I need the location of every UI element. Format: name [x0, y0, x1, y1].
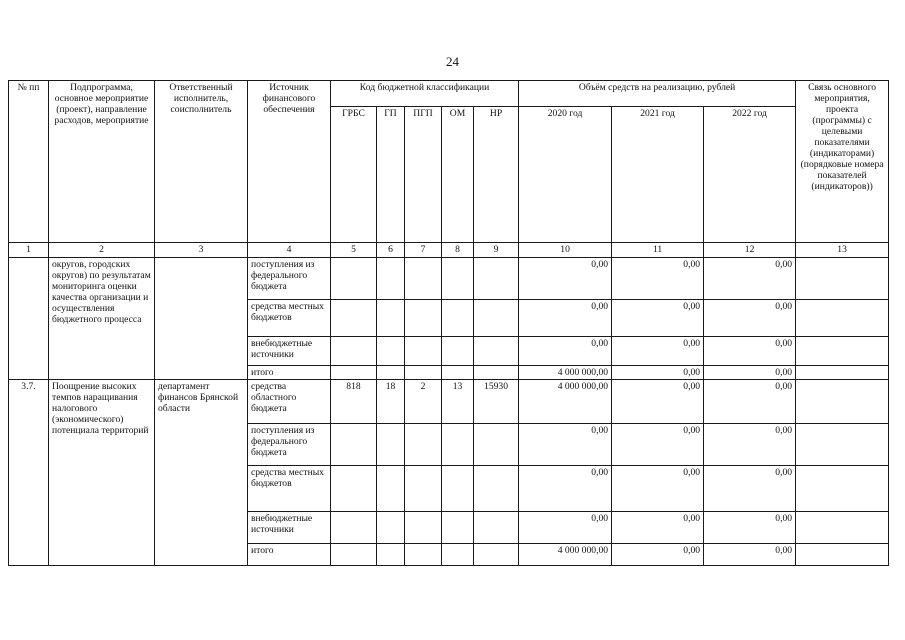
code-gp: 18: [377, 380, 405, 424]
source-label: средства местных бюджетов: [248, 300, 331, 337]
code-pgp: 2: [405, 380, 442, 424]
source-label: итого: [248, 544, 331, 566]
source-label: поступления из федерального бюджета: [248, 424, 331, 466]
responsible-cell: департамент финансов Брянской области: [155, 380, 248, 566]
value-2020: 0,00: [519, 512, 612, 544]
value-2020: 0,00: [519, 466, 612, 512]
column-number: 3: [155, 243, 248, 258]
column-number: 8: [442, 243, 474, 258]
value-2022: 0,00: [704, 512, 796, 544]
header-program: Подпрограмма, основное мероприятие (проект), направление расходов, мероприятие: [49, 81, 155, 243]
source-label: средства областного бюджета: [248, 380, 331, 424]
budget-table: [8, 80, 889, 566]
value-2022: 0,00: [704, 380, 796, 424]
value-2021: 0,00: [612, 466, 704, 512]
header-no: № пп: [9, 81, 49, 243]
value-2022: 0,00: [704, 258, 796, 300]
column-number: 11: [612, 243, 704, 258]
value-2021: 0,00: [612, 380, 704, 424]
value-2020: 4 000 000,00: [519, 544, 612, 566]
value-2022: 0,00: [704, 337, 796, 366]
column-number: 2: [49, 243, 155, 258]
source-label: внебюджетные источники: [248, 337, 331, 366]
value-2020: 4 000 000,00: [519, 366, 612, 380]
value-2022: 0,00: [704, 466, 796, 512]
header-year-2022: 2022 год: [704, 107, 796, 243]
value-2022: 0,00: [704, 366, 796, 380]
program-text: округов, городских округов) по результатам мониторинга оценки качества организации и осуществления бюджетного процесса: [49, 258, 155, 380]
header-gp: ГП: [377, 107, 405, 243]
value-2021: 0,00: [612, 258, 704, 300]
value-2022: 0,00: [704, 300, 796, 337]
column-number: 9: [474, 243, 519, 258]
source-label: итого: [248, 366, 331, 380]
header-volume: Объём средств на реализацию, рублей: [519, 81, 796, 107]
row-number-cell: [9, 258, 49, 380]
column-number: 4: [248, 243, 331, 258]
value-2021: 0,00: [612, 366, 704, 380]
column-number: 5: [331, 243, 377, 258]
value-2020: 0,00: [519, 300, 612, 337]
page-number: 24: [446, 54, 459, 69]
responsible-cell: [155, 258, 248, 380]
value-2020: 4 000 000,00: [519, 380, 612, 424]
value-2022: 0,00: [704, 544, 796, 566]
value-2021: 0,00: [612, 544, 704, 566]
table-row: [9, 258, 889, 300]
program-text: Поощрение высоких темпов наращивания налогового (экономического) потенциала территорий: [49, 380, 155, 566]
value-2022: 0,00: [704, 424, 796, 466]
header-budget-code: Код бюджетной классификации: [331, 81, 519, 107]
value-2021: 0,00: [612, 512, 704, 544]
header-year-2020: 2020 год: [519, 107, 612, 243]
header-link: Связь основного мероприятия, проекта (программы) с целевыми показателями (индикаторами) (порядковые номера показателей (индикаторов)): [796, 81, 889, 243]
column-number: 1: [9, 243, 49, 258]
value-2021: 0,00: [612, 337, 704, 366]
header-pgp: ПГП: [405, 107, 442, 243]
column-number: 6: [377, 243, 405, 258]
header-year-2021: 2021 год: [612, 107, 704, 243]
column-number: 13: [796, 243, 889, 258]
header-responsible: Ответственный исполнитель, соисполнитель: [155, 81, 248, 243]
table-row: [9, 380, 889, 424]
value-2020: 0,00: [519, 424, 612, 466]
header-source: Источник финансового обеспечения: [248, 81, 331, 243]
header-om: ОМ: [442, 107, 474, 243]
value-2020: 0,00: [519, 258, 612, 300]
code-grbs: 818: [331, 380, 377, 424]
column-number: 10: [519, 243, 612, 258]
column-number: 7: [405, 243, 442, 258]
column-number: 12: [704, 243, 796, 258]
header-grbs: ГРБС: [331, 107, 377, 243]
value-2020: 0,00: [519, 337, 612, 366]
header-nr: НР: [474, 107, 519, 243]
value-2021: 0,00: [612, 300, 704, 337]
column-number-row: [9, 243, 889, 258]
row-number-cell: 3.7.: [9, 380, 49, 566]
code-nr: 15930: [474, 380, 519, 424]
code-om: 13: [442, 380, 474, 424]
source-label: поступления из федерального бюджета: [248, 258, 331, 300]
source-label: средства местных бюджетов: [248, 466, 331, 512]
source-label: внебюджетные источники: [248, 512, 331, 544]
value-2021: 0,00: [612, 424, 704, 466]
